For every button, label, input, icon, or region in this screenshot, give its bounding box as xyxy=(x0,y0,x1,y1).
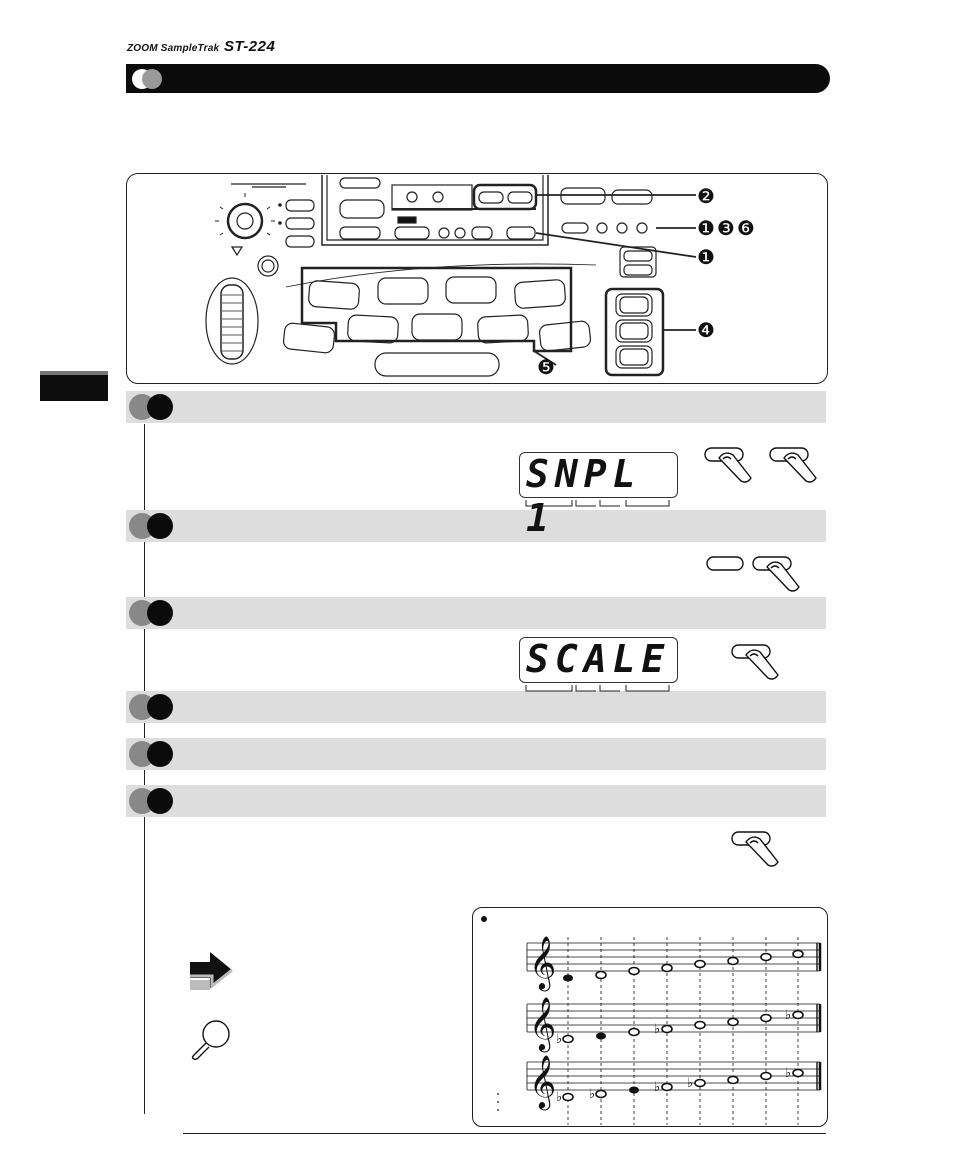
callout-1-3-6: ❶❸❻ xyxy=(697,218,757,240)
svg-text:♭: ♭ xyxy=(785,1066,792,1081)
step-1-circles-icon xyxy=(127,393,175,421)
step-4-circles-icon xyxy=(127,693,175,721)
finger-press-icon xyxy=(751,555,803,593)
svg-text:♭: ♭ xyxy=(687,1076,694,1091)
callout-1: ❶ xyxy=(697,247,715,269)
arrow-right-icon xyxy=(188,950,234,992)
step-6-circles-icon xyxy=(127,787,175,815)
svg-text:𝄞: 𝄞 xyxy=(529,1054,557,1108)
finger-press-icon xyxy=(703,446,755,484)
title-circles-icon xyxy=(131,68,165,90)
device-panel-illustration xyxy=(126,173,828,385)
finger-press-icon xyxy=(730,830,782,868)
callout-2: ❷ xyxy=(697,186,715,208)
svg-text:𝄞: 𝄞 xyxy=(529,935,557,989)
brand-name: ZOOM SampleTrak xyxy=(127,43,220,54)
finger-press-icon xyxy=(730,643,782,681)
button-icon xyxy=(705,555,745,573)
model-name: ST-224 xyxy=(223,38,276,55)
lcd-text-scale: SCALE xyxy=(526,637,671,681)
step-1-bar xyxy=(126,391,826,423)
step-3-circles-icon xyxy=(127,599,175,627)
callout-5: ❺ xyxy=(537,357,555,379)
lcd-display-scale xyxy=(519,637,678,683)
lcd-indicators xyxy=(524,683,674,695)
scale-notation-illustration xyxy=(472,907,828,1127)
magnifier-icon xyxy=(188,1018,236,1060)
finger-press-icon xyxy=(768,446,820,484)
lcd-display-snpl xyxy=(519,452,678,540)
svg-text:♭: ♭ xyxy=(654,1022,661,1037)
svg-text:♭: ♭ xyxy=(589,1087,596,1102)
brand-logo xyxy=(127,38,275,56)
step-2-bar xyxy=(126,510,826,542)
svg-text:𝄞: 𝄞 xyxy=(529,996,557,1050)
side-tab xyxy=(40,375,108,401)
step-3-bar xyxy=(126,597,826,629)
step-5-circles-icon xyxy=(127,740,175,768)
svg-text:♭: ♭ xyxy=(654,1080,661,1095)
callout-4: ❹ xyxy=(697,320,715,342)
svg-text:♭: ♭ xyxy=(556,1090,563,1105)
step-5-bar xyxy=(126,738,826,770)
step-4-bar xyxy=(126,691,826,723)
footer-rule xyxy=(183,1133,826,1134)
lcd-indicators xyxy=(524,498,674,510)
svg-text:♭: ♭ xyxy=(556,1032,563,1047)
step-2-circles-icon xyxy=(127,512,175,540)
step-6-bar xyxy=(126,785,826,817)
svg-text:♭: ♭ xyxy=(785,1008,792,1023)
lcd-text-snpl: SNPL 1 xyxy=(526,452,642,540)
section-title-bar xyxy=(126,64,830,93)
